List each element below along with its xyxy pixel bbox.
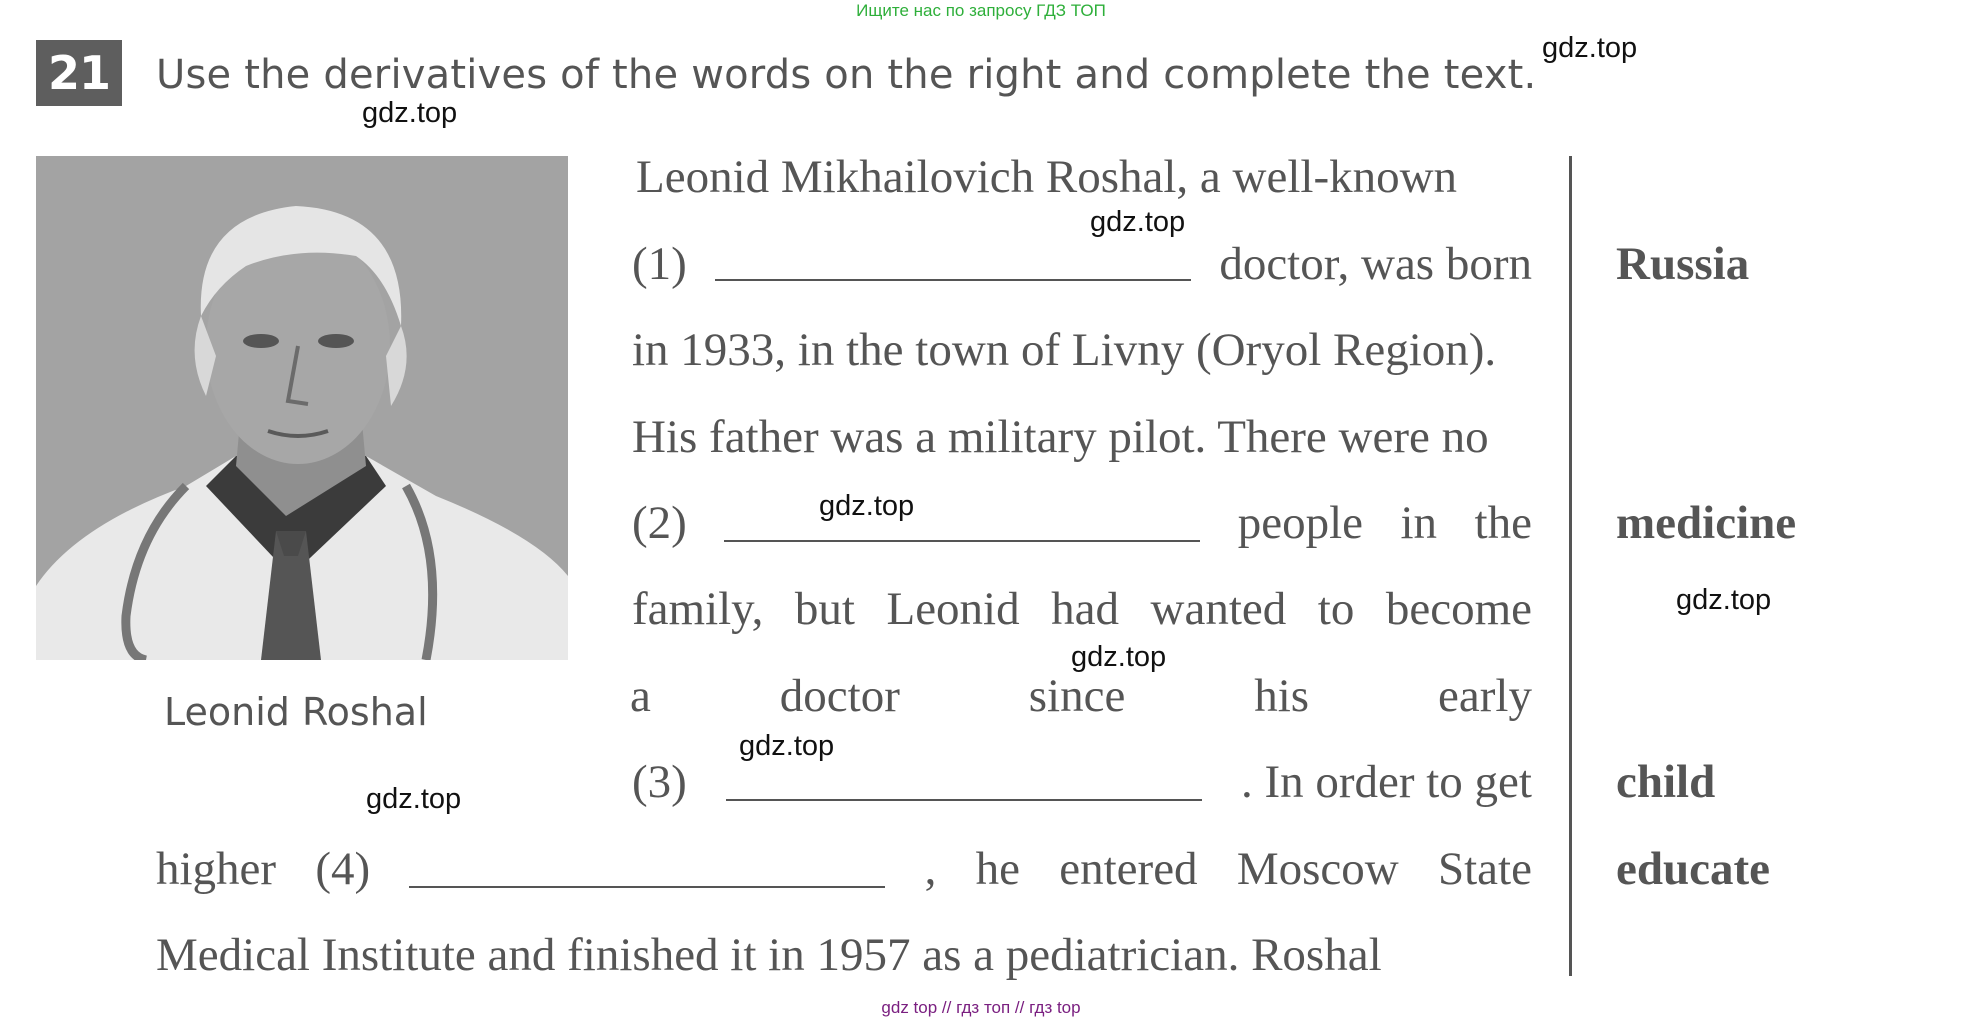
text-word: doctor — [779, 670, 900, 722]
watermark: gdz.top — [366, 783, 462, 815]
gap-number-2: (2) — [632, 497, 687, 549]
portrait-photo — [36, 156, 568, 660]
text-word: to — [1317, 583, 1355, 635]
watermark: gdz.top — [1090, 206, 1186, 238]
text-line-2 — [632, 237, 1532, 291]
text-word: his — [1254, 670, 1310, 722]
text-line-4-content: His father was a military pilot. There were no — [632, 411, 1489, 463]
answer-blank-4[interactable] — [409, 886, 885, 888]
text-line-10 — [156, 928, 1532, 982]
text-word: had — [1051, 583, 1120, 635]
text-word: he — [975, 843, 1021, 895]
text-word: early — [1438, 670, 1532, 722]
base-word-2: medicine — [1616, 497, 1797, 549]
photo-caption: Leonid Roshal — [164, 690, 428, 734]
text-line-10-content: Medical Institute and finished it in 1957 as a pediatrician. Roshal — [156, 929, 1382, 981]
gap-number-1: (1) — [632, 238, 687, 290]
base-word-3: child — [1616, 756, 1716, 808]
watermark: gdz.top — [1542, 32, 1638, 64]
watermark: gdz.top — [739, 730, 835, 762]
text-line-1 — [636, 150, 1532, 204]
text-line-4 — [632, 410, 1532, 464]
text-word: since — [1028, 670, 1126, 722]
text-word: entered — [1059, 843, 1198, 895]
answer-blank-3[interactable] — [726, 799, 1202, 801]
text-word: Leonid — [886, 583, 1020, 635]
text-line-8 — [632, 755, 1532, 809]
watermark: gdz.top — [1071, 641, 1167, 673]
text-word: wanted — [1150, 583, 1287, 635]
text-word: Moscow — [1236, 843, 1399, 895]
watermark: gdz.top — [819, 490, 915, 522]
text-line-8-rest: . In order to get — [1240, 756, 1532, 808]
text-word: a — [630, 670, 651, 722]
footer-links[interactable]: gdz top // гдз топ // гдз top — [881, 998, 1081, 1017]
gap-number-4: (4) — [315, 843, 371, 895]
base-word-1: Russia — [1616, 238, 1750, 290]
text-line-7 — [630, 669, 1532, 723]
text-line-2-rest: doctor, was born — [1219, 238, 1532, 290]
text-line-3 — [632, 323, 1532, 377]
top-banner[interactable]: Ищите нас по запросу ГДЗ ТОП — [856, 1, 1106, 20]
text-word: , — [924, 843, 937, 895]
text-word: State — [1437, 843, 1532, 895]
portrait-illustration — [36, 156, 568, 660]
text-word: become — [1385, 583, 1532, 635]
watermark: gdz.top — [1676, 584, 1772, 616]
exercise-number-badge: 21 — [36, 40, 122, 106]
text-line-3-content: in 1933, in the town of Livny (Oryol Region). — [632, 324, 1497, 376]
text-line-6 — [632, 582, 1532, 636]
exercise-instruction: Use the derivatives of the words on the right and complete the text. — [156, 52, 1537, 98]
text-word: the — [1474, 497, 1532, 549]
text-line-9 — [156, 842, 1532, 896]
text-line-1-content: Leonid Mikhailovich Roshal, a well-known — [636, 151, 1458, 203]
text-word: people — [1237, 497, 1364, 549]
text-word: higher — [156, 843, 277, 895]
text-word: in — [1400, 497, 1438, 549]
answer-blank-2[interactable] — [724, 540, 1200, 542]
gap-number-3: (3) — [632, 756, 687, 808]
text-word: but — [794, 583, 855, 635]
text-line-5 — [632, 496, 1532, 550]
word-column-divider — [1569, 156, 1572, 976]
text-word: family, — [632, 583, 764, 635]
watermark: gdz.top — [362, 97, 458, 129]
base-word-4: educate — [1616, 843, 1771, 895]
answer-blank-1[interactable] — [715, 279, 1191, 281]
